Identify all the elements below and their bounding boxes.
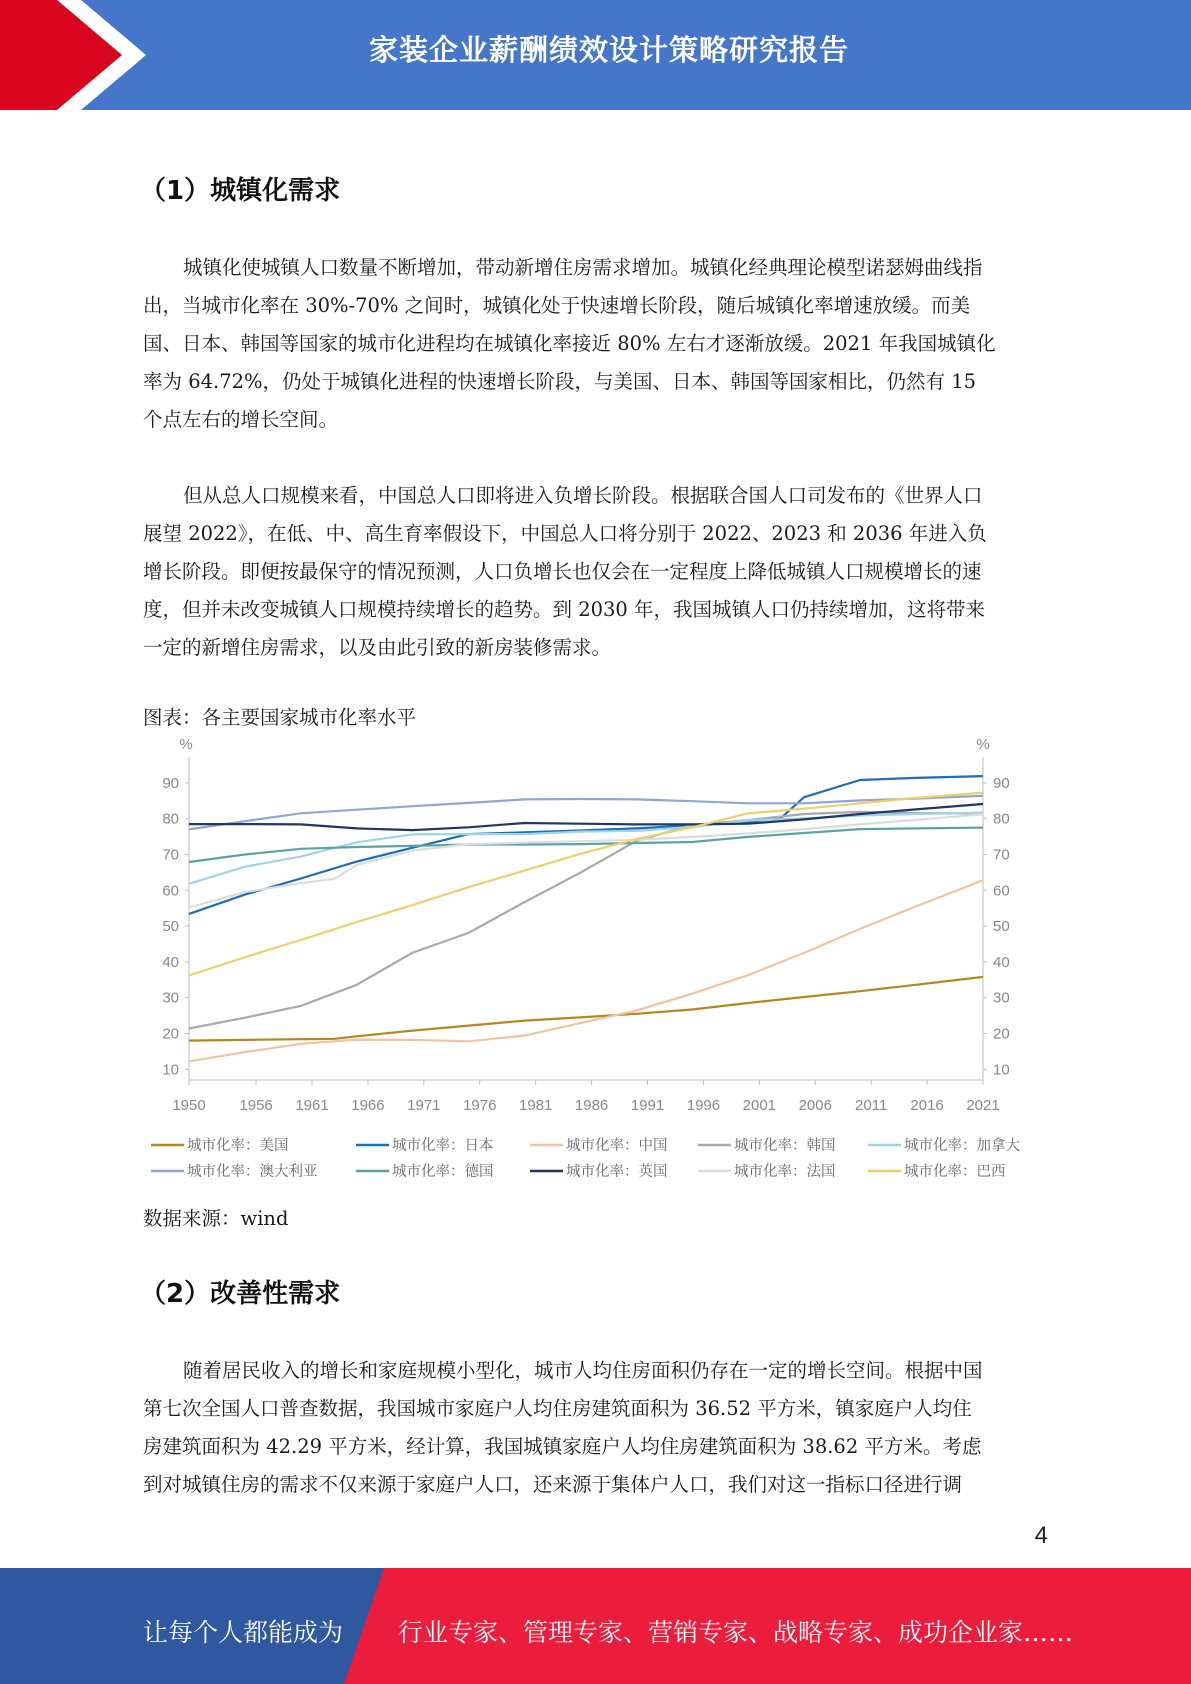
footer-slogan-left: 让每个人都能成为 — [143, 1618, 344, 1647]
urbanization-line-chart — [140, 735, 1060, 1190]
y-tick-label-left: 40 — [162, 953, 179, 971]
y-tick-label-right: 70 — [993, 846, 1010, 864]
y-tick-label-left: 80 — [162, 810, 179, 828]
y-tick-label-right: 30 — [993, 989, 1010, 1007]
y-tick-label-left: 70 — [162, 846, 179, 864]
paragraph-line: 个点左右的增长空间。 — [143, 408, 339, 431]
x-tick-label: 1986 — [574, 1097, 609, 1114]
page-footer — [0, 1568, 1191, 1684]
legend-label: 城市化率：法国 — [734, 1164, 836, 1180]
legend-label: 城市化率：美国 — [187, 1138, 289, 1154]
header-title: 家装企业薪酬绩效设计策略研究报告 — [368, 33, 849, 67]
legend-label: 城市化率：英国 — [566, 1164, 668, 1180]
legend-label: 城市化率：日本 — [392, 1138, 494, 1154]
x-tick-label: 1961 — [295, 1097, 329, 1114]
figure-source: 数据来源：wind — [143, 1207, 289, 1230]
y-tick-label-right: 90 — [993, 774, 1010, 792]
paragraph-line: 增长阶段。即便按最保守的情况预测，人口负增长也仅会在一定程度上降低城镇人口规模增长的速 — [143, 560, 982, 583]
y-tick-label-left: 30 — [162, 989, 179, 1007]
y-tick-label-left: 90 — [162, 774, 179, 792]
y-tick-label-left: 20 — [162, 1025, 179, 1043]
y-tick-label-left: 50 — [162, 918, 179, 936]
y-tick-label-left: 10 — [162, 1061, 179, 1079]
y-unit-label-right: % — [976, 736, 990, 753]
paragraph-line: 率为 64.72%，仍处于城镇化进程的快速增长阶段，与美国、日本、韩国等国家相比，仍然有 15 — [143, 370, 977, 393]
paragraph-line: 城镇化使城镇人口数量不断增加，带动新增住房需求增加。城镇化经典理论模型诺瑟姆曲线指 — [183, 256, 983, 279]
section-heading-urbanization: （1）城镇化需求 — [140, 176, 341, 206]
y-tick-label-right: 60 — [993, 882, 1010, 900]
paragraph-line: 一定的新增住房需求，以及由此引致的新房装修需求。 — [143, 636, 612, 659]
x-tick-label: 2006 — [798, 1097, 832, 1114]
paragraph-line: 随着居民收入的增长和家庭规模小型化，城市人均住房面积仍存在一定的增长空间。根据中国 — [183, 1359, 983, 1382]
x-tick-label: 1950 — [172, 1097, 206, 1114]
paragraph-urbanization — [143, 249, 1045, 439]
paragraph-line: 但从总人口规模来看，中国总人口即将进入负增长阶段。根据联合国人口司发布的《世界人口 — [183, 484, 983, 507]
legend-label: 城市化率：韩国 — [734, 1138, 836, 1154]
x-tick-label: 1991 — [630, 1097, 665, 1114]
page-header — [0, 0, 1191, 110]
series-line-9 — [189, 793, 983, 976]
paragraph-line: 第七次全国人口普查数据，我国城市家庭户人均住房建筑面积为 36.52 平方米，镇家庭户人均住 — [143, 1397, 972, 1420]
y-tick-label-right: 40 — [993, 953, 1010, 971]
x-tick-label: 1971 — [407, 1097, 441, 1114]
paragraph-line: 房建筑面积为 42.29 平方米，经计算，我国城镇家庭户人均住房建筑面积为 38.62 平方米。考虑 — [143, 1435, 982, 1458]
x-tick-label: 2011 — [855, 1097, 888, 1114]
y-tick-label-left: 60 — [162, 882, 179, 900]
x-tick-label: 1996 — [686, 1097, 721, 1114]
paragraph-line: 展望 2022》，在低、中、高生育率假设下，中国总人口将分别于 2022、2023 和 2036 年进入负 — [143, 522, 987, 545]
y-tick-label-right: 80 — [993, 810, 1010, 828]
legend-label: 城市化率：加拿大 — [904, 1138, 1020, 1154]
x-tick-label: 1956 — [239, 1097, 273, 1114]
paragraph-improvement — [143, 1352, 1045, 1504]
paragraph-line: 度，但并未改变城镇人口规模持续增长的趋势。到 2030 年，我国城镇人口仍持续增加，这将带来 — [143, 598, 986, 621]
x-tick-label: 2016 — [910, 1097, 944, 1114]
legend-label: 城市化率：澳大利亚 — [187, 1164, 318, 1180]
y-tick-label-right: 50 — [993, 918, 1010, 936]
x-tick-label: 2021 — [966, 1097, 1000, 1114]
x-tick-label: 1966 — [351, 1097, 385, 1114]
series-line-2 — [189, 880, 983, 1061]
legend-label: 城市化率：德国 — [392, 1164, 494, 1180]
paragraph-line: 国、日本、韩国等国家的城市化进程均在城镇化率接近 80% 左右才逐渐放缓。2021 年我国城镇化 — [143, 332, 996, 355]
y-tick-label-right: 10 — [993, 1061, 1010, 1079]
legend-label: 城市化率：中国 — [566, 1138, 668, 1154]
y-tick-label-right: 20 — [993, 1025, 1010, 1043]
y-unit-label-left: % — [179, 736, 193, 753]
page-number: 4 — [1034, 1522, 1048, 1549]
paragraph-population — [143, 477, 1045, 667]
footer-slogan-right: 行业专家、管理专家、营销专家、战略专家、成功企业家…… — [398, 1618, 1074, 1647]
series-line-7 — [189, 804, 983, 830]
paragraph-line: 出，当城市化率在 30%-70% 之间时，城镇化处于快速增长阶段，随后城镇化率增速放缓。而美 — [143, 294, 971, 317]
x-tick-label: 1976 — [463, 1097, 497, 1114]
section-heading-improvement: （2）改善性需求 — [140, 1279, 341, 1309]
x-tick-label: 1981 — [518, 1097, 553, 1114]
figure-caption: 图表：各主要国家城市化率水平 — [143, 706, 417, 729]
series-line-0 — [189, 977, 983, 1041]
legend-label: 城市化率：巴西 — [904, 1164, 1006, 1180]
paragraph-line: 到对城镇住房的需求不仅来源于家庭户人口，还来源于集体户人口，我们对这一指标口径进行调 — [143, 1473, 963, 1496]
series-line-6 — [189, 828, 983, 862]
x-tick-label: 2001 — [742, 1097, 777, 1114]
